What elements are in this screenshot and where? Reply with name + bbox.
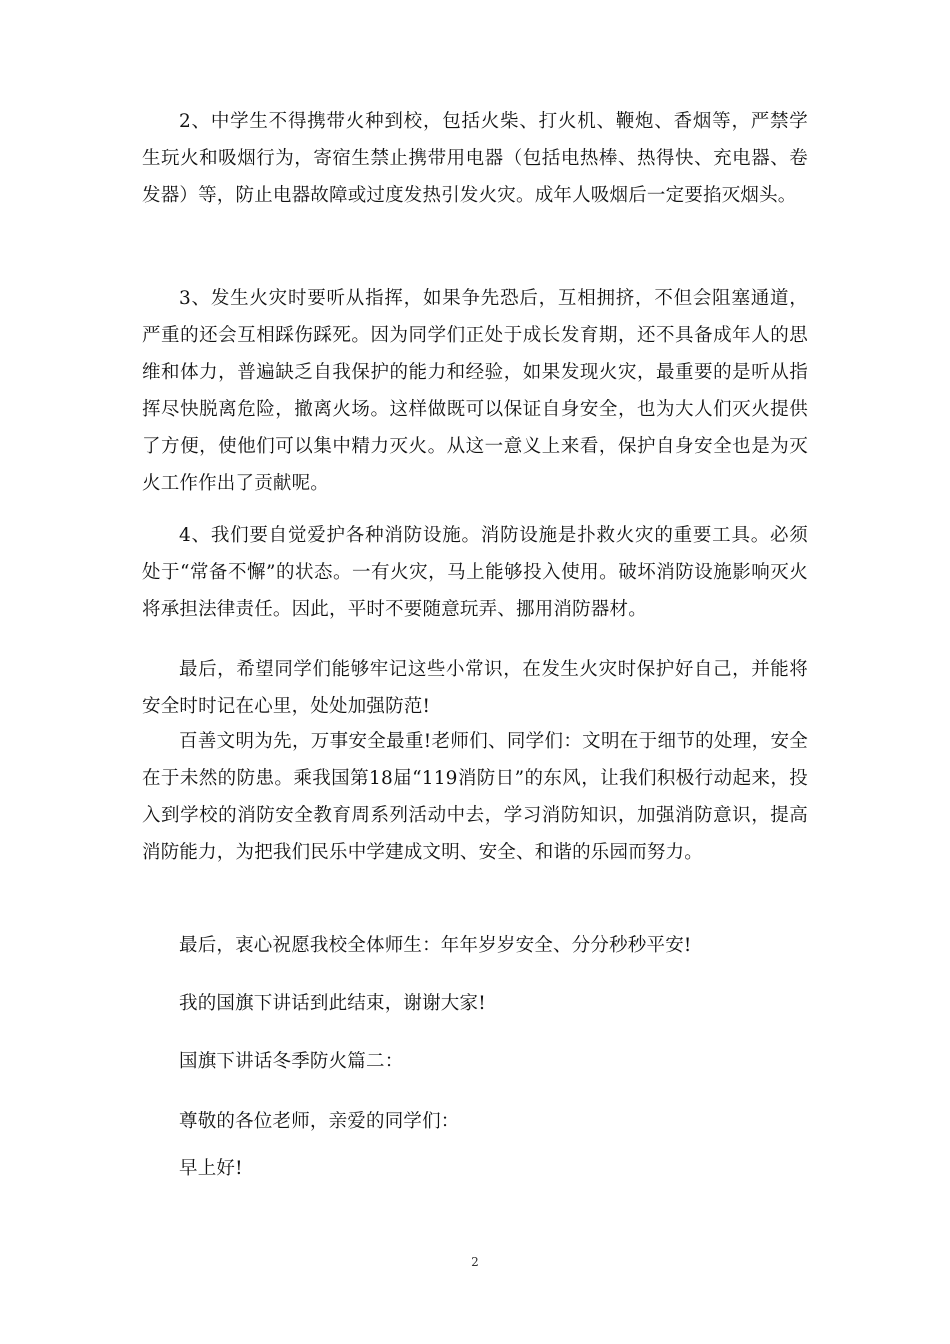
paragraph-closing: 我的国旗下讲话到此结束，谢谢大家! — [179, 993, 486, 1014]
paragraph-remember-tips: 最后，希望同学们能够牢记这些小常识，在发生火灾时保护好自己，并能将安全时时记在心里，处处加强防范! — [142, 659, 808, 717]
section-heading: 国旗下讲话冬季防火篇二： — [179, 1051, 404, 1072]
paragraph-protect-facilities: 4、我们要自觉爱护各种消防设施。消防设施是扑救火灾的重要工具。必须处于“常备不懈”的状态。一有火灾，马上能够投入使用。破坏消防设施影响灭火将承担法律责任。因此，平时不要随意玩弄、挪用消防器材。 — [142, 525, 808, 620]
paragraph-wishes: 最后，衷心祝愿我校全体师生：年年岁岁安全、分分秒秒平安! — [179, 935, 692, 956]
greeting: 早上好! — [179, 1158, 243, 1179]
page-number: 2 — [471, 1255, 479, 1269]
salutation: 尊敬的各位老师，亲爱的同学们： — [179, 1111, 460, 1132]
paragraph-civilization-safety: 百善文明为先，万事安全最重!老师们、同学们：文明在于细节的处理，安全在于未然的防患。乘我国第18届“119消防日”的东风，让我们积极行动起来，投入到学校的消防安全教育周系列活动中去，学习消防知识，加强消防意识，提高消防能力，为把我们民乐中学建成文明、安全、和谐的乐园而努力。 — [142, 731, 808, 863]
paragraph-follow-commands: 3、发生火灾时要听从指挥，如果争先恐后，互相拥挤，不但会阻塞通道，严重的还会互相踩伤踩死。因为同学们正处于成长发育期，还不具备成年人的思维和体力，普遍缺乏自我保护的能力和经验，如果发现火灾，最重要的是听从指挥尽快脱离危险，撤离火场。这样做既可以保证自身安全，也为大人们灭火提供了方便，使他们可以集中精力灭火。从这一意义上来看，保护自身安全也是为灭火工作作出了贡献呢。 — [142, 288, 808, 494]
paragraph-fire-source-rules: 2、中学生不得携带火种到校，包括火柴、打火机、鞭炮、香烟等，严禁学生玩火和吸烟行为，寄宿生禁止携带用电器（包括电热棒、热得快、充电器、卷发器）等，防止电器故障或过度发热引发火灾。成年人吸烟后一定要掐灭烟头。 — [142, 111, 808, 206]
